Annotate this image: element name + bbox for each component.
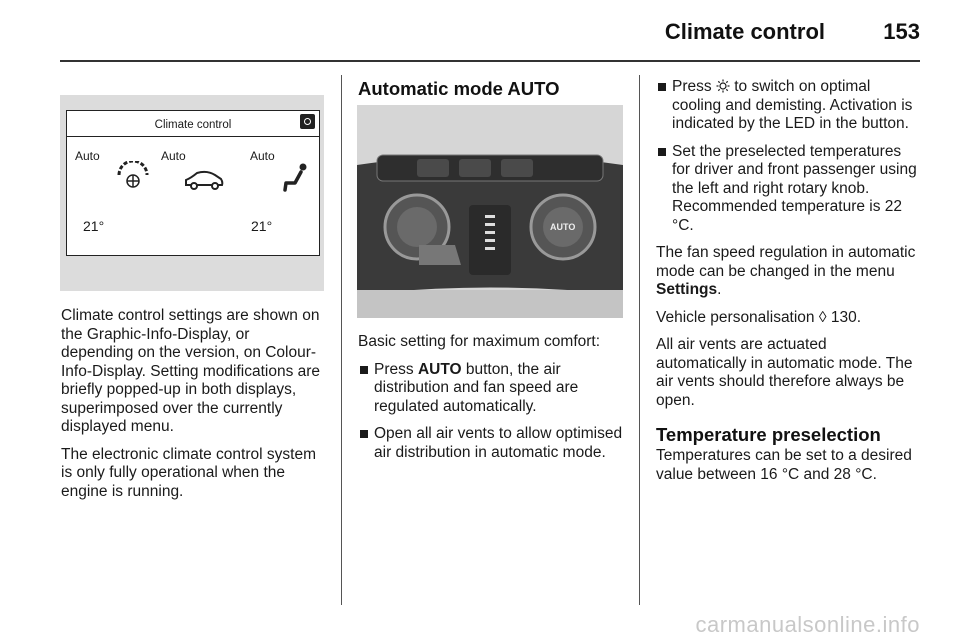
column-divider-1 <box>341 75 342 605</box>
seated-person-icon <box>283 163 309 193</box>
col1-paragraph-2: The electronic climate control system is only fully operational when the engine is running. <box>61 445 316 500</box>
display-screen <box>66 110 320 256</box>
auto-keyword: AUTO <box>417 360 462 378</box>
auto-label-center: Auto <box>161 149 186 163</box>
watermark: carmanualsonline.info <box>695 612 920 637</box>
col2-bullet-2: Open all air vents to allow optimised air distribution in automatic mode. <box>358 425 628 462</box>
display-title: Climate control <box>67 119 319 137</box>
column-1-text <box>61 307 326 510</box>
header-title: Climate control <box>664 19 825 44</box>
sun-icon <box>716 79 730 93</box>
auto-knob-label: AUTO <box>550 222 576 232</box>
column-2-text <box>358 333 628 471</box>
auto-label-right: Auto <box>250 149 275 163</box>
column-2-heading <box>358 78 628 106</box>
col1-paragraph-1: Climate control settings are shown on the Graphic-Info-Display, or depending on the version, on Colour-Info-Display. Setting modifications are briefly popped-up in both displays, superimposed over the currently displayed menu. <box>61 307 321 435</box>
temperature-right: 21° <box>251 218 273 234</box>
col2-bullet-1: Press AUTO button, the air distribution and fan speed are regulated automatically. <box>358 361 628 417</box>
temperature-preselection-heading: Temperature preselection <box>656 424 881 445</box>
page-reference-arrow-icon: ◊ <box>818 308 827 326</box>
col3-paragraph-2: Vehicle personalisation ◊ 130. <box>656 308 862 326</box>
header-rule <box>60 60 920 62</box>
control-panel-figure <box>357 105 623 318</box>
col3-paragraph-1: The fan speed regulation in automatic mode can be changed in the menu Settings. <box>656 244 916 298</box>
auto-mode-heading: Automatic mode AUTO <box>358 78 560 99</box>
col3-bullet-2: Set the preselected temperatures for driver and front passenger using the left and right rotary knob. Recommended temperature is 22 °C. <box>656 143 921 236</box>
fan-icon <box>115 161 151 191</box>
col3-paragraph-4: Temperatures can be set to a desired value between 16 °C and 28 °C. <box>656 447 912 483</box>
climate-display-figure <box>60 95 324 291</box>
column-3-text <box>656 78 921 493</box>
page-number: 153 <box>883 19 920 44</box>
col2-intro: Basic setting for maximum comfort: <box>358 333 601 350</box>
settings-keyword: Settings <box>656 281 718 298</box>
car-icon <box>183 169 225 191</box>
auto-label-left: Auto <box>75 149 100 163</box>
control-panel-illustration <box>357 105 623 318</box>
col3-bullet-1: Press to switch on optimal cooling and demisting. Activation is indicated by the LED in the button. <box>656 78 921 134</box>
column-divider-2 <box>639 75 640 605</box>
temperature-left: 21° <box>83 218 105 234</box>
col3-paragraph-3: All air vents are actuated automatically in automatic mode. The air vents should therefore always be open. <box>656 336 913 409</box>
setting-icon <box>300 114 315 129</box>
